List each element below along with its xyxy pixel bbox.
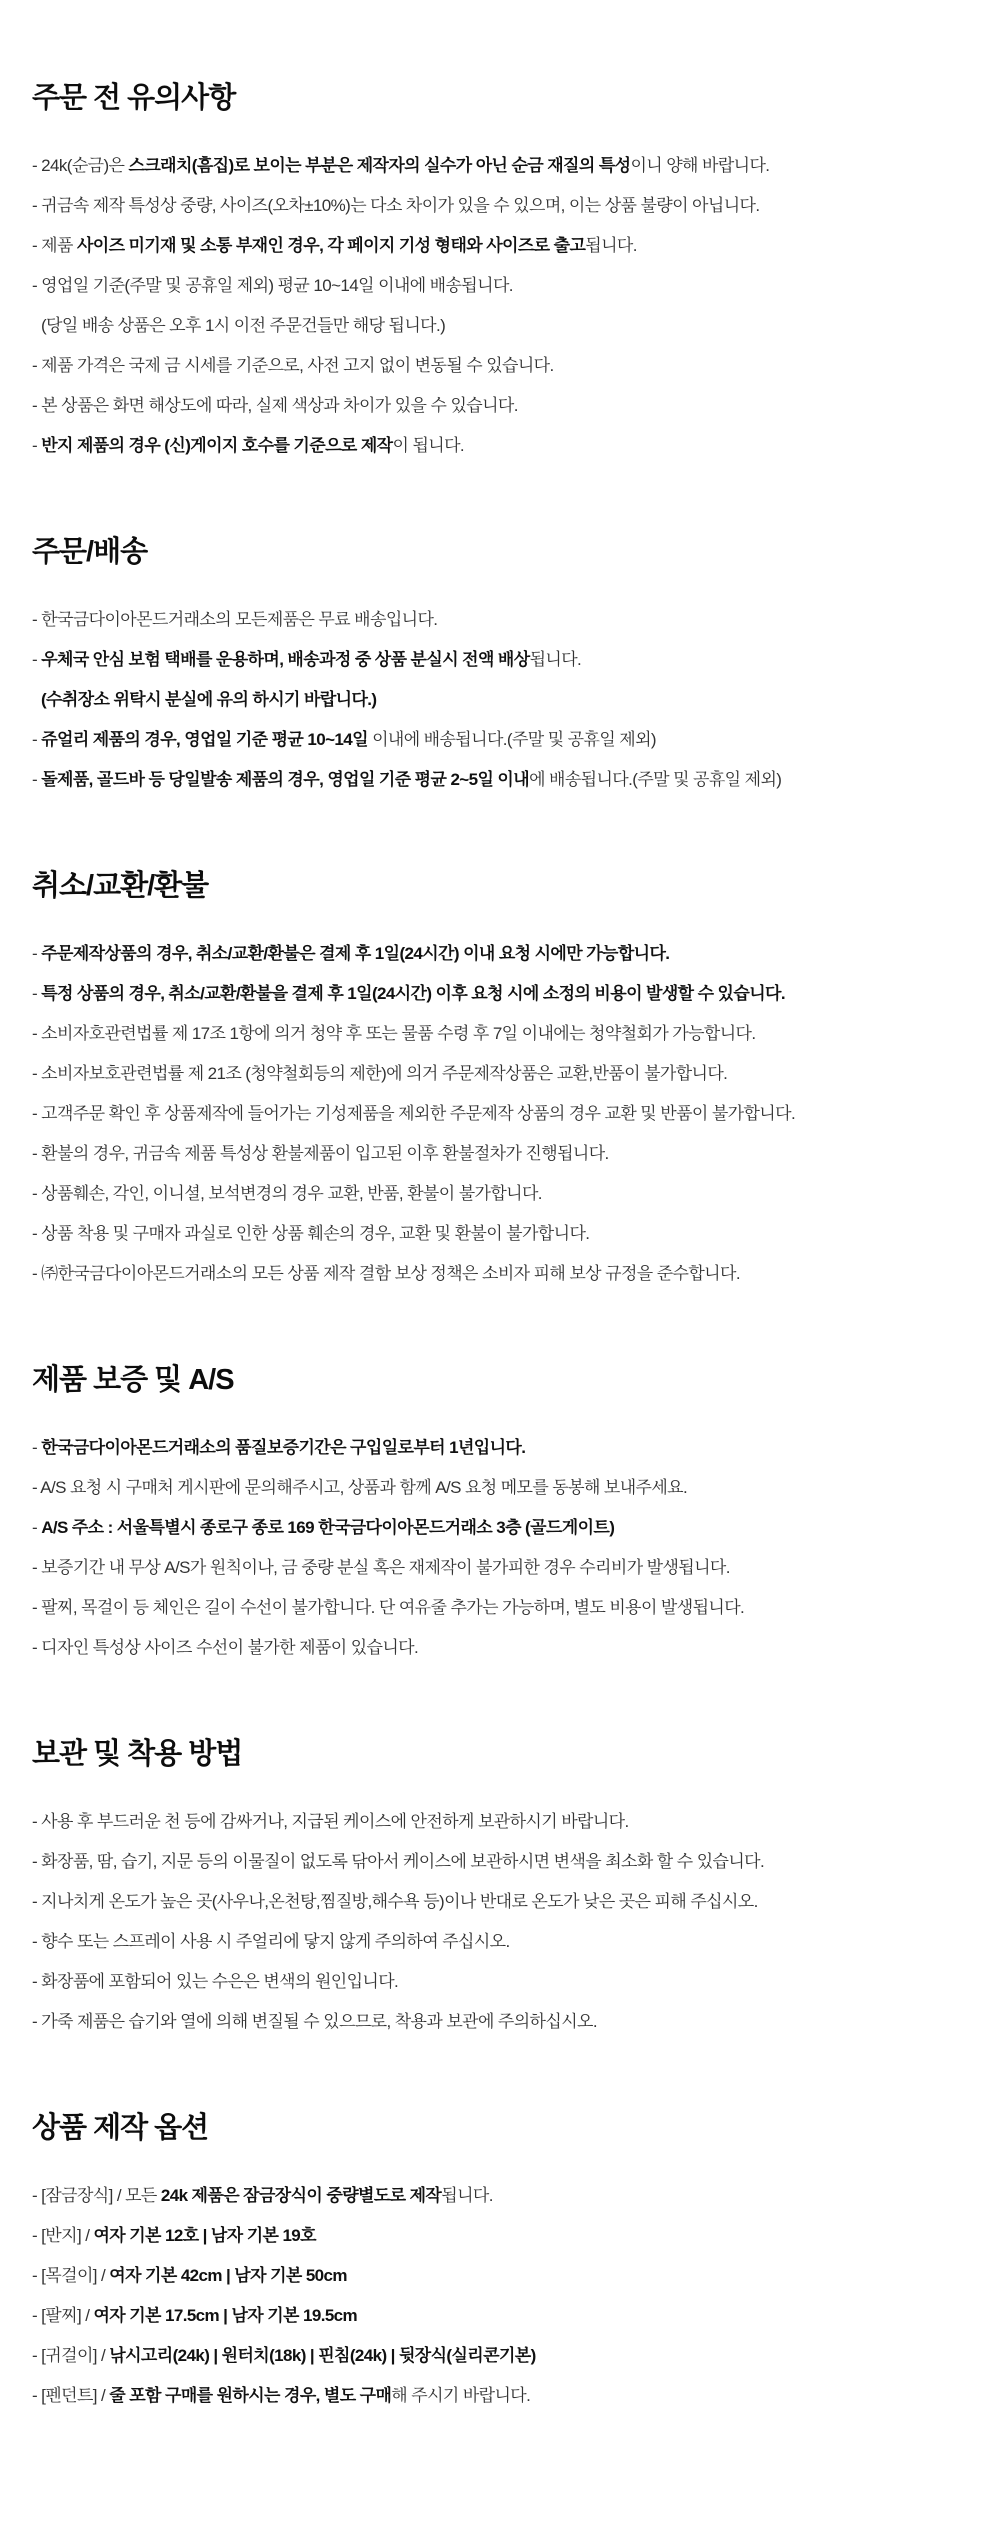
notice-line	[32, 346, 980, 386]
plain-text: - [목걸이] /	[32, 2266, 110, 2285]
notice-line	[32, 186, 980, 226]
plain-text: - 본 상품은 화면 해상도에 따라, 실제 색상과 차이가 있을 수 있습니다.	[32, 396, 518, 415]
plain-text: - A/S 요청 시 구매처 게시판에 문의해주시고, 상품과 함께 A/S 요청 메모를 동봉해 보내주세요.	[32, 1478, 688, 1497]
plain-text: -	[32, 650, 42, 669]
emphasis-text: 우체국 안심 보험 택배를 운용하며, 배송과정 중 상품 분실시 전액 배상	[41, 650, 530, 669]
section-title: 제품 보증 및 A/S	[32, 1364, 234, 1396]
notice-line	[32, 2216, 980, 2256]
plain-text: 됩니다.	[441, 2186, 493, 2205]
section-title: 주문/배송	[32, 536, 148, 568]
plain-text: - [팔찌] /	[32, 2306, 94, 2325]
plain-text: - 화장품에 포함되어 있는 수은은 변색의 원인입니다.	[32, 1972, 399, 1991]
notice-line	[32, 1254, 980, 1294]
plain-text: 됩니다.	[529, 650, 582, 669]
section-cancel-exchange-refund	[32, 868, 980, 1294]
plain-text: - 24k(순금)은	[32, 156, 129, 175]
plain-text: 에 배송됩니다.(주말 및 공휴일 제외)	[529, 770, 782, 789]
emphasis-text: 여자 기본 42cm | 남자 기본 50cm	[109, 2266, 347, 2285]
emphasis-text: 특정 상품의 경우, 취소/교환/환불을 결제 후 1일(24시간) 이후 요청 시에 소정의 비용이 발생할 수 있습니다.	[41, 984, 785, 1003]
notice-line	[32, 2002, 980, 2042]
notice-line	[32, 426, 980, 466]
plain-text: -	[32, 730, 42, 749]
notice-line	[32, 1508, 980, 1548]
plain-text: - [반지] /	[32, 2226, 94, 2245]
notice-line	[32, 1882, 980, 1922]
plain-text: 이 됩니다.	[392, 436, 465, 455]
notice-line	[32, 226, 980, 266]
plain-text: - 한국금다이아몬드거래소의 모든제품은 무료 배송입니다.	[32, 610, 438, 629]
notice-line	[32, 1214, 980, 1254]
notice-line	[32, 760, 980, 800]
section-title: 보관 및 착용 방법	[32, 1738, 243, 1770]
notice-line	[32, 1802, 980, 1842]
plain-text: -	[32, 1518, 42, 1537]
notice-line	[32, 1468, 980, 1508]
notice-line	[32, 266, 980, 306]
emphasis-text: 주문제작상품의 경우, 취소/교환/환불은 결제 후 1일(24시간) 이내 요청 시에만 가능합니다.	[41, 944, 670, 963]
section-order-shipping	[32, 534, 980, 800]
notice-line	[32, 1922, 980, 1962]
emphasis-text: 여자 기본 12호 | 남자 기본 19호	[93, 2226, 316, 2245]
notice-line	[32, 2176, 980, 2216]
notice-line	[32, 1842, 980, 1882]
section-storage-wear	[32, 1736, 980, 2042]
section-title: 상품 제작 옵션	[32, 2112, 209, 2144]
emphasis-text: 쥬얼리 제품의 경우, 영업일 기준 평균 10~14일	[41, 730, 368, 749]
plain-text: - 소비자보호관련법률 제 21조 (청약철회등의 제한)에 의거 주문제작상품은 교환,반품이 불가합니다.	[32, 1064, 728, 1083]
plain-text: - 영업일 기준(주말 및 공휴일 제외) 평균 10~14일 이내에 배송됩니다.	[32, 276, 513, 295]
emphasis-text: 24k 제품은 잠금장식이 중량별도로 제작	[160, 2186, 442, 2205]
notice-line	[32, 934, 980, 974]
emphasis-text: (수취장소 위탁시 분실에 유의 하시기 바랍니다.)	[41, 690, 377, 709]
plain-text: - 고객주문 확인 후 상품제작에 들어가는 기성제품을 제외한 주문제작 상품의 경우 교환 및 반품이 불가합니다.	[32, 1104, 796, 1123]
plain-text: -	[32, 944, 42, 963]
plain-text: - 소비자호관련법률 제 17조 1항에 의거 청약 후 또는 물품 수령 후 7일 이내에는 청약철회가 가능합니다.	[32, 1024, 756, 1043]
plain-text: - 지나치게 온도가 높은 곳(사우나,온천탕,찜질방,해수욕 등)이나 반대로 온도가 낮은 곳은 피해 주십시오.	[32, 1892, 758, 1911]
plain-text: - 환불의 경우, 귀금속 제품 특성상 환불제품이 입고된 이후 환불절차가 진행됩니다.	[32, 1144, 609, 1163]
plain-text: -	[32, 1438, 42, 1457]
plain-text: 됩니다.	[585, 236, 637, 255]
plain-text: 해 주시기 바랍니다.	[391, 2386, 531, 2405]
emphasis-text: A/S 주소 : 서울특별시 종로구 종로 169 한국금다이아몬드거래소 3층 (골드게이트)	[41, 1518, 615, 1537]
emphasis-text: 한국금다이아몬드거래소의 품질보증기간은 구입일로부터 1년입니다.	[41, 1438, 526, 1457]
emphasis-text: 반지 제품의 경우 (신)게이지 호수를 기준으로 제작	[41, 436, 393, 455]
plain-text: - 보증기간 내 무상 A/S가 원칙이나, 금 중량 분실 혹은 재제작이 불가피한 경우 수리비가 발생됩니다.	[32, 1558, 730, 1577]
notice-line	[32, 2336, 980, 2376]
plain-text: - 제품 가격은 국제 금 시세를 기준으로, 사전 고지 없이 변동될 수 있습니다.	[32, 356, 554, 375]
notice-line	[32, 600, 980, 640]
notice-line	[32, 306, 980, 346]
notice-line	[32, 2256, 980, 2296]
emphasis-text: 돌제품, 골드바 등 당일발송 제품의 경우, 영업일 기준 평균 2~5일 이내	[41, 770, 530, 789]
notice-line	[32, 1174, 980, 1214]
emphasis-text: 스크래치(흠집)로 보이는 부분은 제작자의 실수가 아닌 순금 재질의 특성	[128, 156, 631, 175]
plain-text: - 사용 후 부드러운 천 등에 감싸거나, 지급된 케이스에 안전하게 보관하시기 바랍니다.	[32, 1812, 629, 1831]
plain-text: - [귀걸이] /	[32, 2346, 110, 2365]
plain-text: - 향수 또는 스프레이 사용 시 주얼리에 닿지 않게 주의하여 주십시오.	[32, 1932, 510, 1951]
notice-line	[32, 1054, 980, 1094]
section-title: 주문 전 유의사항	[32, 82, 236, 114]
notice-line	[32, 974, 980, 1014]
notice-line	[32, 1548, 980, 1588]
notice-line	[32, 1134, 980, 1174]
notice-line	[32, 1428, 980, 1468]
plain-text: - [펜던트] /	[32, 2386, 110, 2405]
plain-text: -	[32, 436, 42, 455]
plain-text: -	[32, 770, 42, 789]
notice-line	[32, 1962, 980, 2002]
notice-line	[32, 2376, 980, 2416]
notice-line	[32, 720, 980, 760]
emphasis-text: 여자 기본 17.5cm | 남자 기본 19.5cm	[93, 2306, 358, 2325]
notice-line	[32, 680, 980, 720]
plain-text: - 상품 착용 및 구매자 과실로 인한 상품 훼손의 경우, 교환 및 환불이 불가합니다.	[32, 1224, 590, 1243]
section-warranty-as	[32, 1362, 980, 1668]
section-pre-order-notice	[32, 80, 980, 466]
section-title: 취소/교환/환불	[32, 870, 209, 902]
section-production-options	[32, 2110, 980, 2416]
plain-text: - 가죽 제품은 습기와 열에 의해 변질될 수 있으므로, 착용과 보관에 주의하십시오.	[32, 2012, 597, 2031]
plain-text: - 상품훼손, 각인, 이니셜, 보석변경의 경우 교환, 반품, 환불이 불가합니다.	[32, 1184, 542, 1203]
notice-line	[32, 386, 980, 426]
notice-line	[32, 1628, 980, 1668]
plain-text: - 제품	[32, 236, 77, 255]
emphasis-text: 사이즈 미기재 및 소통 부재인 경우, 각 페이지 기성 형태와 사이즈로 출고	[76, 236, 586, 255]
plain-text: - 팔찌, 목걸이 등 체인은 길이 수선이 불가합니다. 단 여유줄 추가는 가능하며, 별도 비용이 발생됩니다.	[32, 1598, 745, 1617]
notice-line	[32, 2296, 980, 2336]
notice-line	[32, 1094, 980, 1134]
plain-text: 이니 양해 바랍니다.	[630, 156, 770, 175]
emphasis-text: 줄 포함 구매를 원하시는 경우, 별도 구매	[109, 2386, 392, 2405]
notice-line	[32, 640, 980, 680]
plain-text: -	[32, 984, 42, 1003]
plain-text: - [잠금장식] / 모든	[32, 2186, 161, 2205]
plain-text: - 디자인 특성상 사이즈 수선이 불가한 제품이 있습니다.	[32, 1638, 419, 1657]
plain-text: - ㈜한국금다이아몬드거래소의 모든 상품 제작 결함 보상 정책은 소비자 피해 보상 규정을 준수합니다.	[32, 1264, 740, 1283]
plain-text: - 귀금속 제작 특성상 중량, 사이즈(오차±10%)는 다소 차이가 있을 수 있으며, 이는 상품 불량이 아닙니다.	[32, 196, 760, 215]
plain-text: - 화장품, 땀, 습기, 지문 등의 이물질이 없도록 닦아서 케이스에 보관하시면 변색을 최소화 할 수 있습니다.	[32, 1852, 765, 1871]
notice-line	[32, 1014, 980, 1054]
notice-line	[32, 146, 980, 186]
notice-line	[32, 1588, 980, 1628]
plain-text: (당일 배송 상품은 오후 1시 이전 주문건들만 해당 됩니다.)	[41, 316, 446, 335]
plain-text: 이내에 배송됩니다.(주말 및 공휴일 제외)	[367, 730, 656, 749]
emphasis-text: 낚시고리(24k) | 원터치(18k) | 핀침(24k) | 뒷장식(실리콘기본)	[109, 2346, 536, 2365]
